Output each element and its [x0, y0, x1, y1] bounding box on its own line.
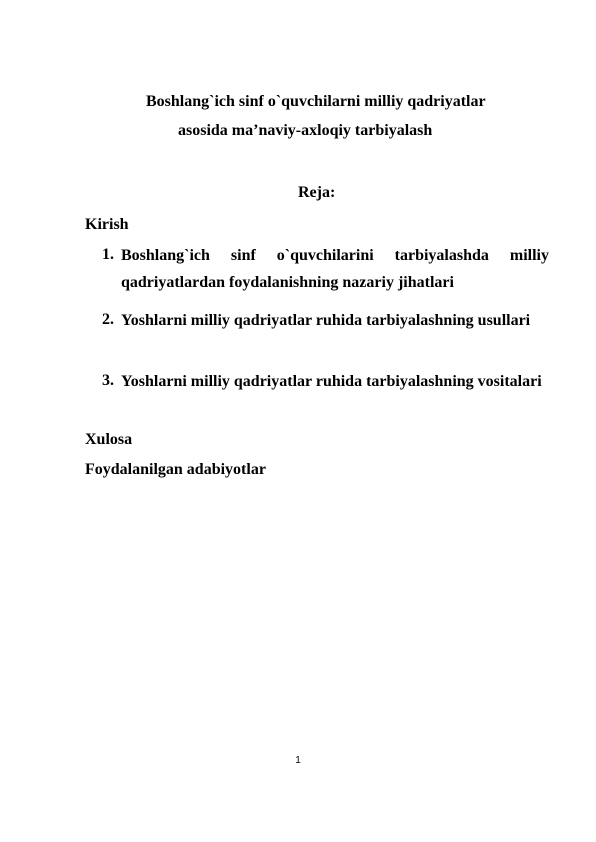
plan-heading: Reja: — [298, 184, 336, 201]
references-item: Foydalanilgan adabiyotlar — [85, 461, 266, 478]
page-number: 1 — [295, 755, 301, 766]
list-item: Yoshlarni milliy qadriyatlar ruhida tarbiyalashning vositalari — [121, 373, 542, 390]
list-item: Boshlang`ich sinf o`quvchilarini tarbiyalashda milliy qadriyatlardan foydalanishning nazariy jihatlari — [121, 247, 549, 291]
title-line-2: asosida ma’naviy-axloqiy tarbiyalash — [178, 122, 433, 139]
list-item-number: 2. — [102, 311, 114, 328]
conclusion-item: Xulosa — [85, 431, 133, 448]
list-item: Yoshlarni milliy qadriyatlar ruhida tarbiyalashning usullari — [121, 312, 531, 329]
intro-item: Kirish — [85, 216, 129, 233]
title-line-1: Boshlang`ich sinf o`quvchilarni milliy qadriyatlar — [146, 93, 486, 110]
list-item-number: 1. — [102, 246, 114, 263]
list-item-number: 3. — [102, 372, 114, 389]
